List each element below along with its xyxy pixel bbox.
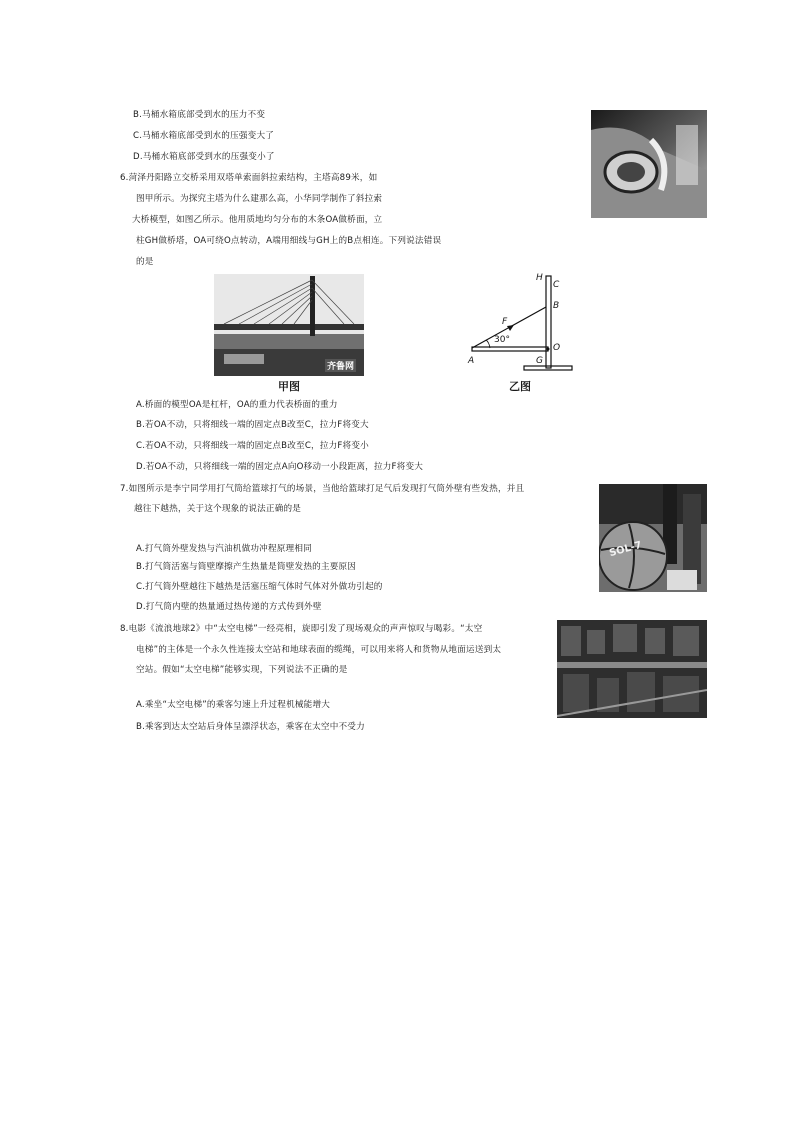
- bridge-photo: [214, 274, 364, 376]
- q6-option-d: D.若OA不动，只将细线一端的固定点A向O移动一小段距离，拉力F将变大: [136, 462, 424, 472]
- lever-diagram: [462, 270, 587, 380]
- toilet-tank-photo: [591, 110, 707, 218]
- q6-stem-line4: 柱GH做桥塔，OA可绕O点转动，A端用细线与GH上的B点相连。下列说法错误: [136, 236, 442, 246]
- q7-option-b: B.打气筒活塞与筒壁摩擦产生热量是筒壁发热的主要原因: [136, 562, 357, 572]
- label-f: F: [502, 317, 508, 327]
- q7-option-c: C.打气筒外壁越往下越热是活塞压缩气体时气体对外做功引起的: [136, 582, 383, 592]
- label-angle: 30°: [494, 335, 510, 345]
- q6-stem-line3: 大桥模型，如图乙所示。他用质地均匀分布的木条OA做桥面，立: [132, 215, 383, 225]
- q7-stem-line2: 越往下越热，关于这个现象的说法正确的是: [134, 504, 302, 514]
- q7-option-d: D.打气筒内壁的热量通过热传递的方式传到外壁: [136, 602, 322, 612]
- label-h: H: [536, 273, 543, 283]
- figure-caption-jia: 甲图: [278, 380, 300, 393]
- q6-stem-line2: 图甲所示。为探究主塔为什么建那么高，小华同学制作了斜拉索: [136, 194, 383, 204]
- q6-option-a: A.桥面的模型OA是杠杆，OA的重力代表桥面的重力: [136, 400, 338, 410]
- label-g: G: [536, 356, 543, 366]
- q5-option-b: B.马桶水箱底部受到水的压力不变: [133, 110, 266, 120]
- basketball-pump-photo: [599, 484, 707, 592]
- q8-stem-line3: 空站。假如“太空电梯”能够实现，下列说法不正确的是: [136, 665, 348, 675]
- bridge-photo-watermark: 齐鲁网: [325, 359, 356, 372]
- q8-option-b: B.乘客到达太空站后身体呈漂浮状态，乘客在太空中不受力: [136, 722, 365, 732]
- label-c: C: [553, 280, 560, 290]
- label-b: B: [553, 301, 560, 311]
- q8-option-a: A.乘坐“太空电梯”的乘客匀速上升过程机械能增大: [136, 700, 331, 710]
- ball-text: SOL-7: [608, 539, 644, 560]
- q8-stem-line1: 8.电影《流浪地球2》中“太空电梯”一经亮相，旋即引发了现场观众的声声惊叹与喝彩。“太空: [120, 624, 483, 634]
- q7-stem-line1: 7.如图所示是李宁同学用打气筒给篮球打气的场景，当他给篮球打足气后发现打气筒外壁有些发热，并且: [120, 484, 525, 494]
- q5-option-d: D.马桶水箱底部受到水的压强变小了: [133, 152, 275, 162]
- space-elevator-photo: [557, 620, 707, 718]
- q6-option-c: C.若OA不动，只将细线一端的固定点B改至C，拉力F将变小: [136, 441, 369, 451]
- label-o: O: [553, 343, 561, 353]
- q5-option-c: C.马桶水箱底部受到水的压强变大了: [133, 131, 275, 141]
- q7-option-a: A.打气筒外壁发热与汽油机做功冲程原理相同: [136, 544, 312, 554]
- q6-stem-line5: 的是: [136, 257, 154, 267]
- label-a: A: [468, 356, 475, 366]
- q6-stem-line1: 6.菏泽丹阳路立交桥采用双塔单索面斜拉索结构，主塔高89米，如: [120, 173, 378, 183]
- q8-stem-line2: 电梯”的主体是一个永久性连接太空站和地球表面的缆绳，可以用来将人和货物从地面运送到太: [136, 645, 502, 655]
- q6-option-b: B.若OA不动，只将细线一端的固定点B改至C，拉力F将变大: [136, 420, 369, 430]
- figure-caption-yi: 乙图: [509, 380, 531, 393]
